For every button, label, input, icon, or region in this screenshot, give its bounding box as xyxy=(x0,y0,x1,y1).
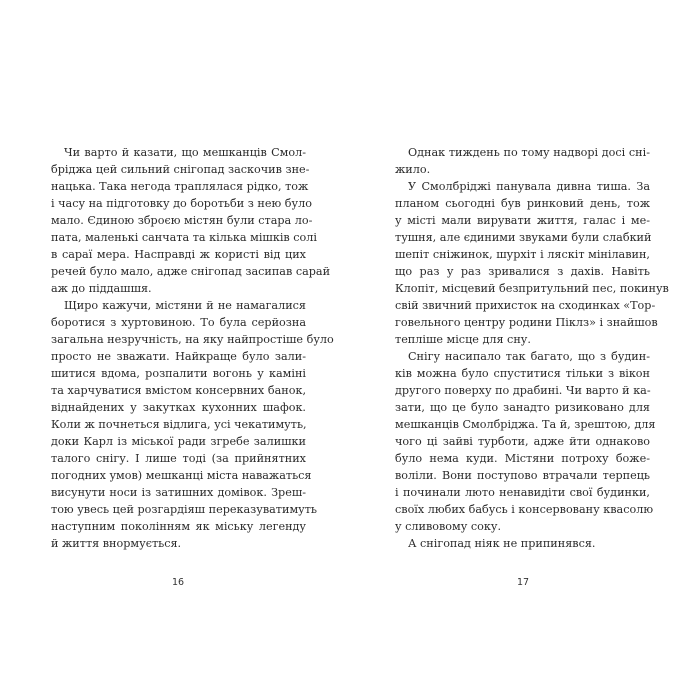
text-line: і часу на підготовку до боротьби з нею було xyxy=(51,197,312,210)
text-line: доки Карл із міської ради згребе залишки xyxy=(51,435,306,448)
text-line: було нема куди. Містяни потроху боже- xyxy=(395,452,650,465)
page-number-right: 17 xyxy=(517,577,530,588)
text-line: другого поверху по драбині. Чи варто й ка- xyxy=(395,384,651,397)
text-line: Коли ж почнеться відлига, усі чекатимуть, xyxy=(51,418,307,431)
text-line: воліли. Вони поступово втрачали терпець xyxy=(395,469,650,482)
text-line: загальна незручність, на яку найпростіше було xyxy=(51,333,334,346)
text-line: шитися вдома, розпалити вогонь у каміні xyxy=(51,367,306,380)
text-line: погодних умов) мешканці міста наважаться xyxy=(51,469,312,482)
text-line: речей було мало, адже снігопад засипав сарай xyxy=(51,265,331,278)
text-line: тепліше місце для сну. xyxy=(395,333,531,346)
text-line: і починали люто ненавидіти свої будинки, xyxy=(395,486,650,499)
text-line: мешканців Смолбріджа. Та й, зрештою, для xyxy=(395,418,656,431)
text-line: чого ці зайві турботи, адже йти однаково xyxy=(395,435,650,448)
text-line: ків можна було спуститися тільки з вікон xyxy=(395,367,650,380)
text-line: й життя внормується. xyxy=(51,537,182,550)
text-line: в сараї мера. Насправді ж користі від цих xyxy=(51,248,306,261)
text-line: Снігу насипало так багато, що з будин- xyxy=(408,350,650,363)
text-line: свій звичний прихисток на сходинках «Тор- xyxy=(395,299,656,312)
page-number-left: 16 xyxy=(172,577,185,588)
text-line: зати, що це було занадто ризиковано для xyxy=(395,401,650,414)
text-line: У Смолбріджі панувала дивна тиша. За xyxy=(408,180,650,193)
text-line: планом сьогодні був ринковий день, тож xyxy=(395,197,650,210)
text-line: просто не зважати. Найкраще було зали- xyxy=(51,350,306,363)
text-line: віднайдених у закутках кухонних шафок. xyxy=(51,401,306,414)
text-line: Щиро кажучи, містяни й не намагалися xyxy=(64,299,306,312)
text-line: у сливовому соку. xyxy=(395,520,502,533)
left-page-text xyxy=(51,144,334,552)
text-line: тою увесь цей розгардіяш переказуватимуть xyxy=(51,503,318,516)
text-line: своїх любих бабусь і консервовану квасолю xyxy=(395,503,654,516)
text-line: та харчуватися вмістом консервних банок, xyxy=(51,384,306,397)
text-line: що раз у раз зривалися з дахів. Навіть xyxy=(395,265,650,278)
right-page-text xyxy=(395,144,669,552)
text-line: говельного центру родини Піклз» і знайшов xyxy=(395,316,658,329)
text-line: жило. xyxy=(395,163,431,176)
text-line: аж до піддашшя. xyxy=(51,282,152,295)
text-line: бріджа цей сильний снігопад заскочив зне- xyxy=(51,163,310,176)
text-line: боротися з хуртовиною. То була серйозна xyxy=(51,316,306,329)
text-line: у місті мали вирувати життя, галас і ме- xyxy=(395,214,650,227)
text-line: пата, маленькі санчата та кілька мішків солі xyxy=(51,231,317,244)
text-line: висунути носи із затишних домівок. Зреш- xyxy=(51,486,306,499)
text-line: наступним поколінням як міську легенду xyxy=(51,520,306,533)
text-line: Чи варто й казати, що мешканців Смол- xyxy=(64,146,306,159)
text-line: талого снігу. І лише тоді (за прийнятних xyxy=(51,452,306,465)
text-line: А снігопад ніяк не припинявся. xyxy=(408,537,596,550)
text-line: Однак тиждень по тому надворі досі сні- xyxy=(408,146,650,159)
text-line: шепіт сніжинок, шурхіт і ляскіт мінілавин, xyxy=(395,248,650,261)
text-line: мало. Єдиною зброєю містян були стара ло- xyxy=(51,214,313,227)
text-line: нацька. Така негода траплялася рідко, тож xyxy=(51,180,309,193)
text-line: тушня, але єдиними звуками були слабкий xyxy=(395,231,652,244)
text-line: Клопіт, місцевий безпритульний пес, покинув xyxy=(395,282,669,295)
